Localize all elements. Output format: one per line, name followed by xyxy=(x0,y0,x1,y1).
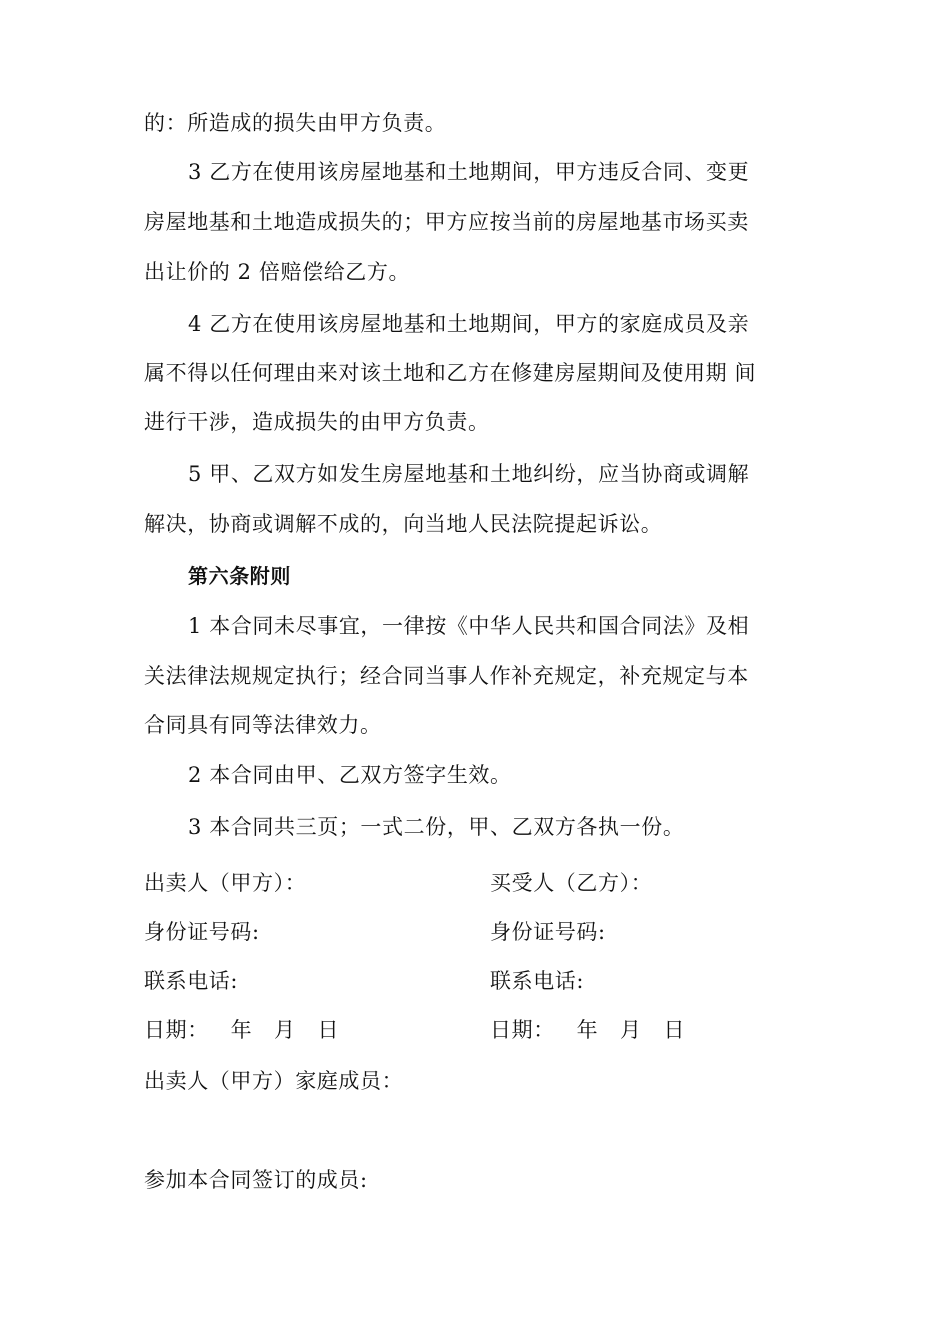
buyer-phone-label: 联系电话: xyxy=(490,969,585,993)
paragraph-line: 房屋地基和土地造成损失的；甲方应按当前的房屋地基市场买卖 xyxy=(144,210,749,234)
buyer-date-label: 日期： 年 月 日 xyxy=(490,1018,686,1042)
seller-id-label: 身份证号码: xyxy=(144,920,260,944)
paragraph-line: 1 本合同未尽事宜，一律按《中华人民共和国合同法》及相 xyxy=(188,614,750,638)
paragraph-line: 进行干涉，造成损失的由甲方负责。 xyxy=(144,410,490,434)
paragraph-line: 的：所造成的损失由甲方负责。 xyxy=(144,111,447,135)
paragraph-line: 3 乙方在使用该房屋地基和土地期间，甲方违反合同、变更 xyxy=(188,160,750,184)
paragraph-line: 属不得以任何理由来对该土地和乙方在修建房屋期间及使用期 间 xyxy=(144,361,757,385)
participants-label: 参加本合同签订的成员: xyxy=(144,1168,368,1192)
paragraph-line: 2 本合同由甲、乙双方签字生效。 xyxy=(188,763,512,787)
section-title: 第六条附则 xyxy=(188,564,291,588)
buyer-label: 买受人（乙方）： xyxy=(490,871,653,895)
seller-phone-label: 联系电话: xyxy=(144,969,239,993)
seller-label: 出卖人（甲方）： xyxy=(144,871,307,895)
family-members-label: 出卖人（甲方）家庭成员： xyxy=(144,1069,404,1093)
seller-date-label: 日期： 年 月 日 xyxy=(144,1018,340,1042)
paragraph-line: 4 乙方在使用该房屋地基和土地期间，甲方的家庭成员及亲 xyxy=(188,312,750,336)
buyer-id-label: 身份证号码: xyxy=(490,920,606,944)
paragraph-line: 出让价的 2 倍赔偿给乙方。 xyxy=(144,260,411,284)
paragraph-line: 5 甲、乙双方如发生房屋地基和土地纠纷，应当协商或调解 xyxy=(188,462,750,486)
paragraph-line: 合同具有同等法律效力。 xyxy=(144,713,382,737)
paragraph-line: 关法律法规规定执行；经合同当事人作补充规定，补充规定与本 xyxy=(144,664,749,688)
paragraph-line: 解决，协商或调解不成的，向当地人民法院提起诉讼。 xyxy=(144,512,663,536)
paragraph-line: 3 本合同共三页；一式二份，甲、乙双方各执一份。 xyxy=(188,815,685,839)
